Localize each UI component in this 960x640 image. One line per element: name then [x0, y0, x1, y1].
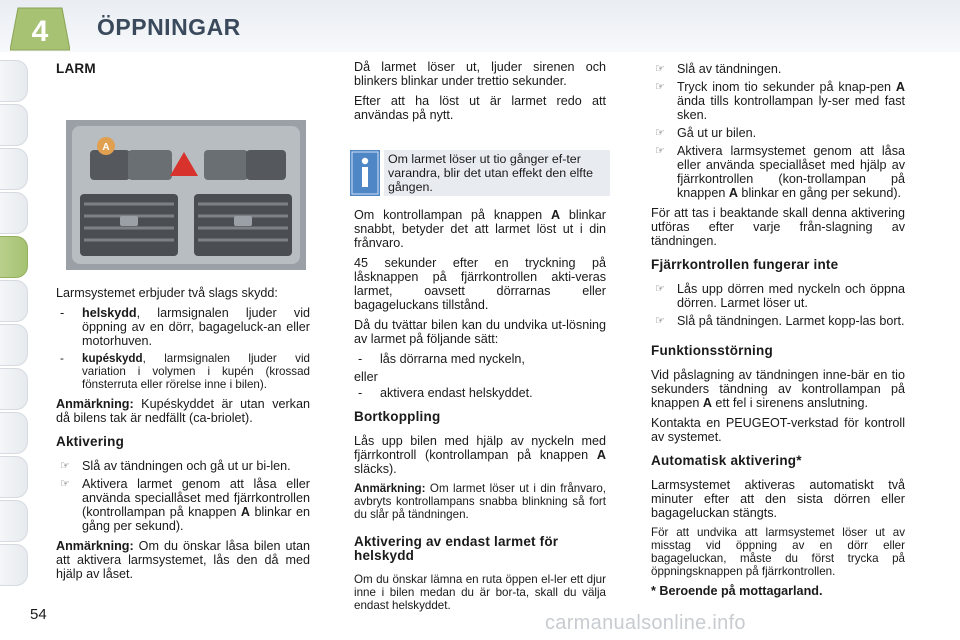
dashboard-photo	[66, 120, 306, 270]
pointing-hand-icon: ☞	[655, 81, 665, 93]
automatisk-heading: Automatisk aktivering*	[651, 453, 802, 468]
paragraph: Kontakta en PEUGEOT-verkstad för kontroll av systemet.	[651, 416, 905, 444]
funktionsstorning-heading: Funktionsstörning	[651, 343, 773, 358]
pointing-hand-icon: ☞	[655, 63, 665, 75]
paragraph: Efter att ha löst ut är larmet redo att användas på nytt.	[354, 94, 606, 122]
list-item: - kupéskydd, larmsignalen ljuder vid variation i volymen i kupén (krossad fönsterruta eller rörelse inne i bilen).	[60, 352, 310, 391]
paragraph: Larmsystemet aktiveras automatiskt två minuter efter att den sista dörren eller bagageluckan stängts.	[651, 478, 905, 520]
photo-label-a: A	[102, 142, 110, 153]
bortkoppling-heading: Bortkoppling	[354, 409, 441, 424]
helskydd-heading: Aktivering av endast larmet för helskydd	[354, 534, 559, 563]
side-tab[interactable]	[0, 544, 28, 586]
side-tab[interactable]	[0, 500, 28, 542]
side-tab[interactable]	[0, 148, 28, 190]
side-tab[interactable]	[0, 280, 28, 322]
paragraph: Då larmet löser ut, ljuder sirenen och blinkers blinkar under trettio sekunder.	[354, 60, 606, 88]
larm-heading: LARM	[56, 61, 96, 76]
watermark: carmanualsonline.info	[545, 612, 746, 634]
chapter-badge	[10, 6, 70, 52]
column-2	[354, 58, 606, 618]
side-tab[interactable]	[0, 104, 28, 146]
pointing-hand-icon: ☞	[655, 145, 665, 157]
side-tab[interactable]	[0, 192, 28, 234]
list-item: - lås dörrarna med nyckeln,	[358, 352, 525, 366]
list-item: ☞ Aktivera larmet genom att låsa eller använda speciallåset med fjärrkontrollen (kontrollampan på knappen A blinkar en gång per sekund).	[60, 477, 310, 533]
note: Anmärkning: Om du önskar låsa bilen utan att aktivera larmsystemet, lås den då med hjälp av låset.	[56, 539, 310, 581]
list-item: ☞ Slå av tändningen.	[655, 62, 782, 76]
side-tab[interactable]	[0, 412, 28, 454]
list-item: ☞ Slå på tändningen. Larmet kopp-las bort.	[655, 314, 905, 328]
pointing-hand-icon: ☞	[655, 283, 665, 295]
list-item: ☞ Aktivera larmsystemet genom att låsa eller använda speciallåset med hjälp av fjärrkontrollen (kon-trollampan på knappen A blinkar en gång per sekund).	[655, 144, 905, 200]
side-tab[interactable]	[0, 60, 28, 102]
chapter-number: 4	[31, 15, 49, 48]
pointing-hand-icon: ☞	[655, 315, 665, 327]
paragraph: eller	[354, 370, 378, 384]
note: Anmärkning: Kupéskyddet är utan verkan då bilens tak är nedfällt (ca-briolet).	[56, 397, 310, 425]
side-tab[interactable]	[0, 456, 28, 498]
pointing-hand-icon: ☞	[60, 478, 70, 490]
side-tab[interactable]	[0, 368, 28, 410]
list-item: ☞ Lås upp dörren med nyckeln och öppna dörren. Larmet löser ut.	[655, 282, 905, 310]
fjarrkontroll-heading: Fjärrkontrollen fungerar inte	[651, 257, 839, 272]
pointing-hand-icon: ☞	[655, 127, 665, 139]
pointing-hand-icon: ☞	[60, 460, 70, 472]
side-tab-active[interactable]	[0, 236, 28, 278]
larm-intro: Larmsystemet erbjuder två slags skydd:	[56, 286, 278, 300]
paragraph: Lås upp bilen med hjälp av nyckeln med fjärrkontroll (kontrollampan på knappen A släcks).	[354, 434, 606, 476]
aktivering-heading: Aktivering	[56, 434, 125, 449]
list-item: ☞ Tryck inom tio sekunder på knap-pen A ända tills kontrollampan ly-ser med fast sken.	[655, 80, 905, 122]
info-text: Om larmet löser ut tio gånger ef-ter varandra, blir det utan effekt den elfte gången.	[384, 150, 610, 196]
list-item: - aktivera endast helskyddet.	[358, 386, 533, 400]
paragraph: För att undvika att larmsystemet löser ut av misstag vid öppning av en dörr eller bagageluckan, måste du först trycka på öppningsknappen på fjärrkontrollen.	[651, 526, 905, 578]
paragraph: Då du tvättar bilen kan du undvika ut-lösning av larmet på följande sätt:	[354, 318, 606, 346]
side-tabs	[0, 60, 28, 588]
paragraph: Om du önskar lämna en ruta öppen el-ler ett djur inne i bilen medan du är bor-ta, skall du välja endast helskyddet.	[354, 573, 606, 612]
list-item: ☞ Slå av tändningen och gå ut ur bi-len.	[60, 459, 291, 473]
note: Anmärkning: Om larmet löser ut i din frånvaro, avbryts kontrollampans snabba blinkning så fort du slår på tändningen.	[354, 482, 606, 521]
column-3	[651, 58, 905, 598]
list-item: ☞ Gå ut ur bilen.	[655, 126, 757, 140]
column-1	[56, 58, 310, 587]
paragraph: Om kontrollampan på knappen A blinkar snabbt, betyder det att larmet löst ut i din frånvaro.	[354, 208, 606, 250]
chapter-title: ÖPPNINGAR	[97, 14, 241, 40]
info-icon	[350, 150, 380, 196]
paragraph: 45 sekunder efter en tryckning på låsknappen på fjärrkontrollen akti-veras larmet, oavsett dörrarnas eller bagageluckans tillstånd.	[354, 256, 606, 312]
info-box	[354, 148, 606, 198]
paragraph: Vid påslagning av tändningen inne-bär en tio sekunders tändning av kontrollampan på knappen A ett fel i sirenens anslutning.	[651, 368, 905, 410]
page-number: 54	[30, 606, 47, 623]
list-item: - helskydd, larmsignalen ljuder vid öppning av en dörr, bagageluck-an eller motorhuven.	[60, 306, 310, 348]
side-tab[interactable]	[0, 324, 28, 366]
footnote: * Beroende på mottagarland.	[651, 584, 823, 598]
paragraph: För att tas i beaktande skall denna aktivering utföras efter varje från-slagning av tändningen.	[651, 206, 905, 248]
